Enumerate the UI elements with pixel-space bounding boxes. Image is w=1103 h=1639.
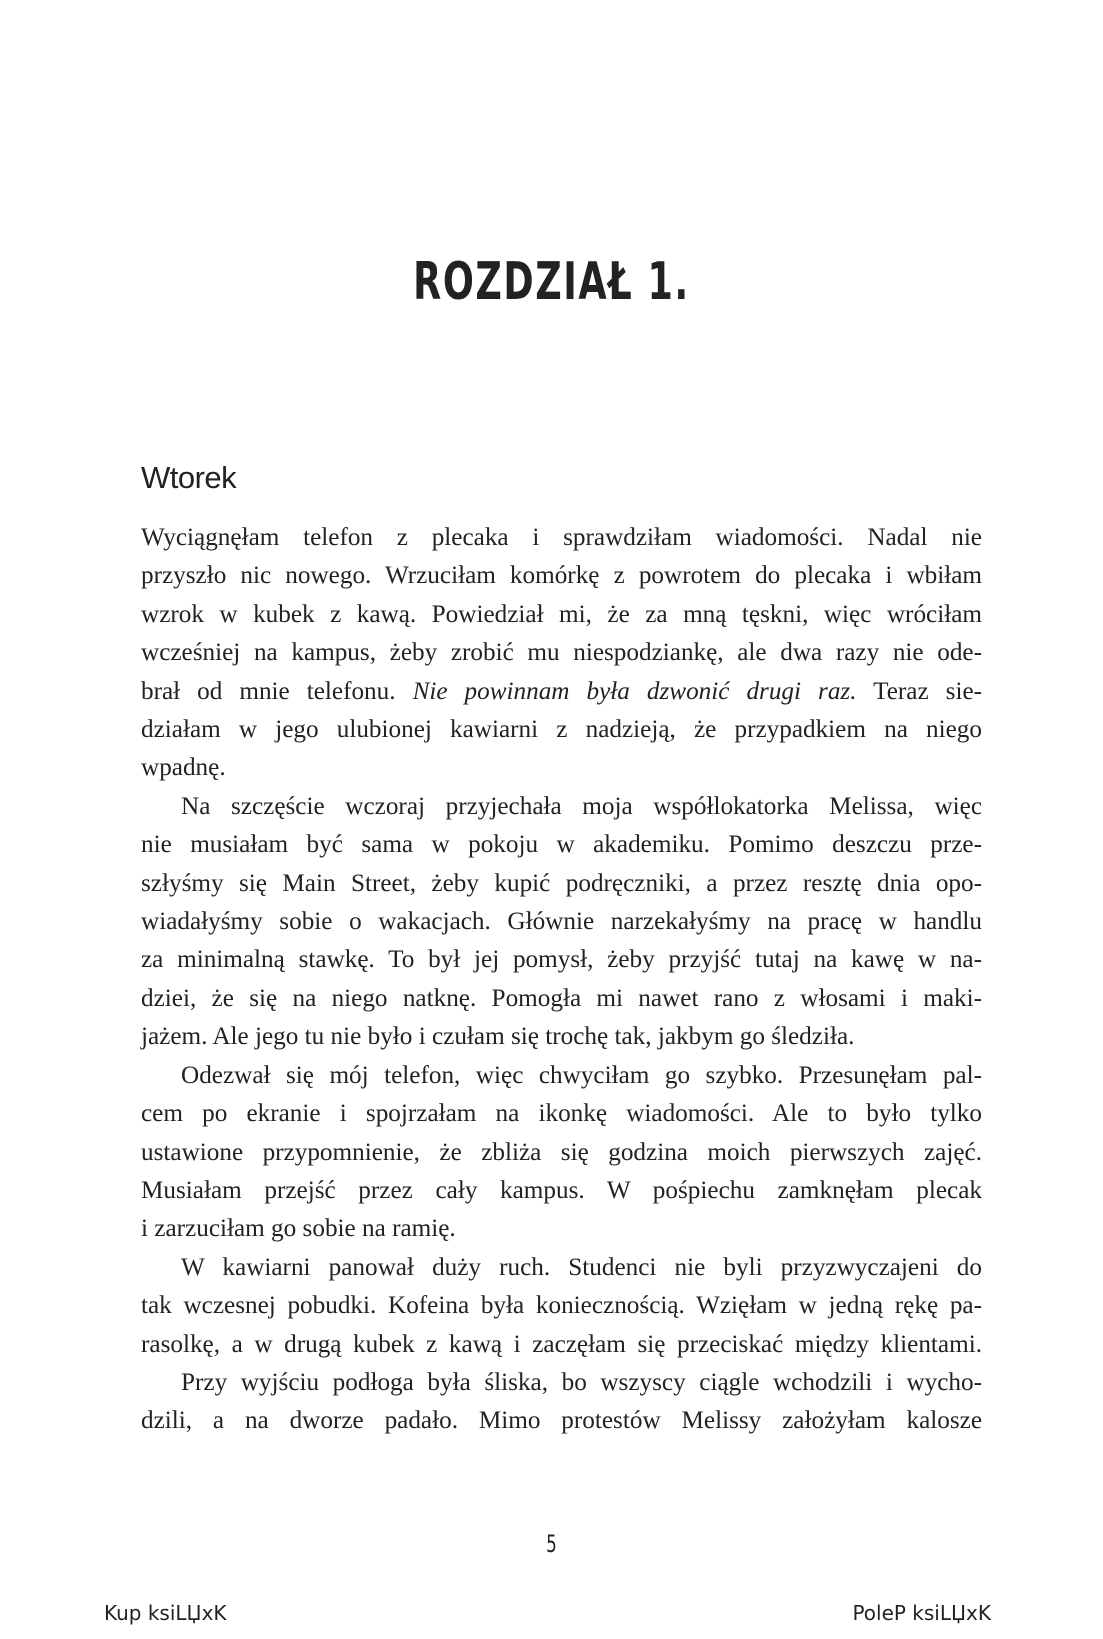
body-text xyxy=(141,519,982,1441)
text-line: szłyśmy się Main Street, żeby kupić podręczniki, a przez resztę dnia opo- xyxy=(141,869,982,897)
text-line: dzili, a na dworze padało. Mimo protestów Melissy założyłam kalosze xyxy=(141,1407,982,1435)
text-line: Odezwał się mój telefon, więc chwyciłam go szybko. Przesunęłam pal- xyxy=(181,1061,982,1089)
paragraph xyxy=(141,1364,982,1441)
text-line: jażem. Ale jego tu nie było i czułam się trochę tak, jakbym go śledziła. xyxy=(141,1023,855,1051)
text-line: tak wczesnej pobudki. Kofeina była koniecznością. Wzięłam w jedną rękę pa- xyxy=(141,1292,982,1320)
text-line: dziei, że się na niego natknę. Pomogła mi nawet rano z włosami i maki- xyxy=(141,984,982,1012)
text-line: ustawione przypomnienie, że zbliża się godzina moich pierwszych zajęć. xyxy=(141,1138,982,1166)
recommend-book-link[interactable]: PoleP ksiLЏxK xyxy=(852,1601,991,1625)
italic-thought: Nie powinnam była dzwonić drugi raz. xyxy=(412,677,857,705)
text-line: nie musiałam być sama w pokoju w akademiku. Pomimo deszczu prze- xyxy=(141,831,982,859)
text-line: cem po ekranie i spojrzałam na ikonkę wiadomości. Ale to było tylko xyxy=(141,1100,982,1128)
text-line xyxy=(141,673,982,711)
text-line: Przy wyjściu podłoga była śliska, bo wszyscy ciągle wchodzili i wycho- xyxy=(181,1368,982,1396)
text-line: Na szczęście wczoraj przyjechała moja współlokatorka Melissa, więc xyxy=(181,792,982,820)
text-line: wzrok w kubek z kawą. Powiedział mi, że za mną tęskni, więc wróciłam xyxy=(141,600,982,628)
text-line: wiadałyśmy sobie o wakacjach. Głównie narzekałyśmy na pracę w handlu xyxy=(141,908,982,936)
chapter-title: ROZDZIAŁ 1. xyxy=(413,252,690,312)
text-fragment: brał od mnie telefonu. xyxy=(141,677,413,705)
buy-book-link[interactable]: Kup ksiLЏxK xyxy=(104,1601,227,1625)
page-number: 5 xyxy=(546,1530,557,1558)
text-line: za minimalną stawkę. To był jej pomysł, żeby przyjść tutaj na kawę w na- xyxy=(141,946,982,974)
text-line: Wyciągnęłam telefon z plecaka i sprawdziłam wiadomości. Nadal nie xyxy=(141,524,982,551)
paragraph xyxy=(141,519,982,788)
text-fragment: Teraz sie- xyxy=(856,677,983,705)
paragraph xyxy=(141,788,982,1057)
text-line: wcześniej na kampus, żeby zrobić mu niespodziankę, ale dwa razy nie ode- xyxy=(141,639,982,667)
text-line: rasolkę, a w drugą kubek z kawą i zaczęłam się przeciskać między klientami. xyxy=(141,1330,982,1358)
text-line: W kawiarni panował duży ruch. Studenci nie byli przyzwyczajeni do xyxy=(181,1253,982,1281)
text-line: wpadnę. xyxy=(141,754,226,782)
text-line: działam w jego ulubionej kawiarni z nadzieją, że przypadkiem na niego xyxy=(141,716,982,744)
paragraph xyxy=(141,1249,982,1364)
section-heading: Wtorek xyxy=(141,460,237,495)
text-line: przyszło nic nowego. Wrzuciłam komórkę z powrotem do plecaka i wbiłam xyxy=(141,562,982,590)
paragraph xyxy=(141,1057,982,1249)
text-line: Musiałam przejść przez cały kampus. W pośpiechu zamknęłam plecak xyxy=(141,1176,982,1204)
text-line: i zarzuciłam go sobie na ramię. xyxy=(141,1215,456,1243)
